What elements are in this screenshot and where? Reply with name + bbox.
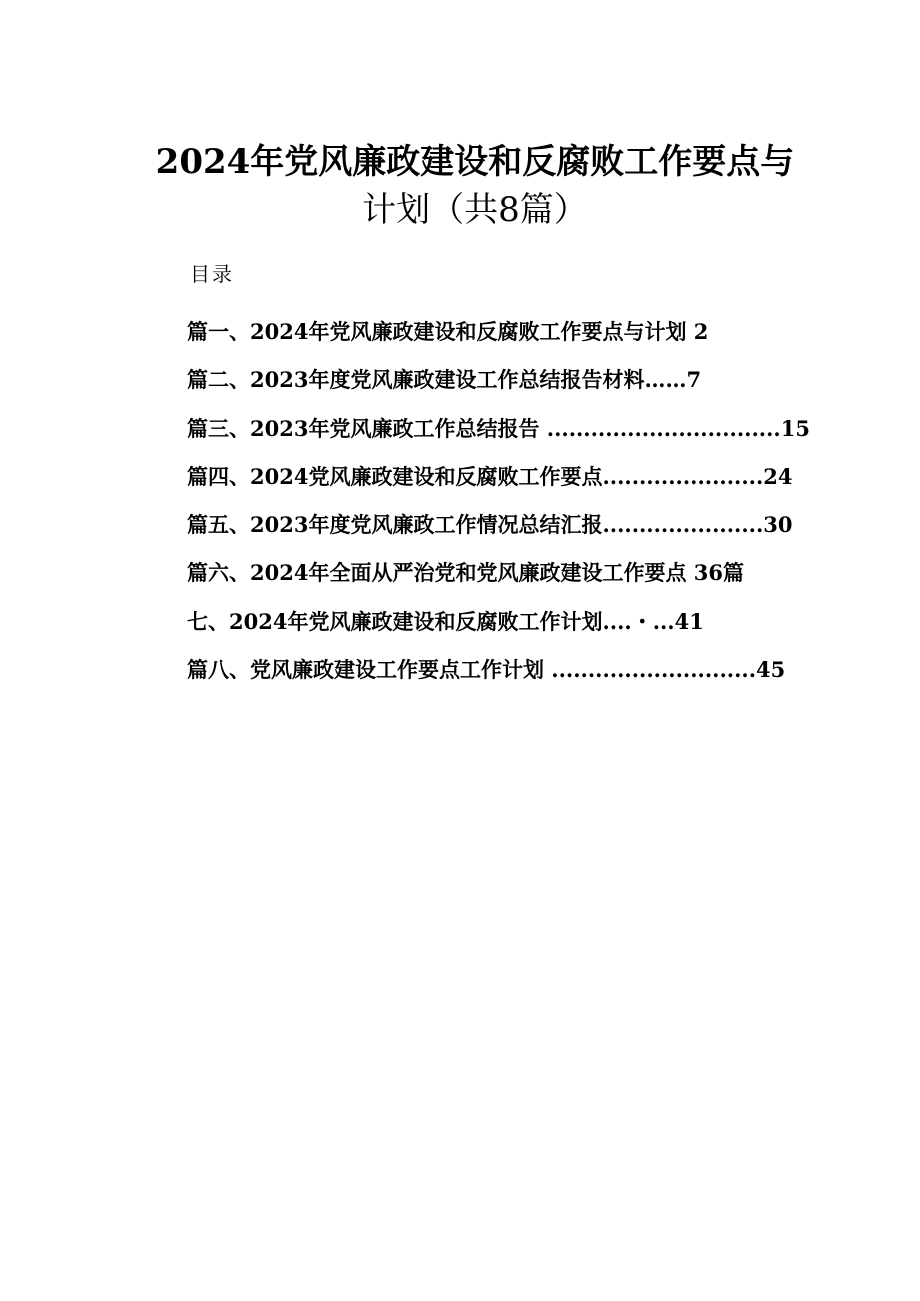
toc-entry-5[interactable]: 篇五、2023年度党风廉政工作情况总结汇报......................30 (187, 512, 793, 538)
toc-entry-3[interactable]: 篇三、2023年党风廉政工作总结报告 ................................15 (187, 415, 810, 441)
document-title-line-2: 计划（共8篇） (362, 190, 588, 230)
table-of-contents (187, 308, 810, 694)
toc-entry-2[interactable]: 篇二、2023年度党风廉政建设工作总结报告材料……7 (187, 367, 702, 393)
toc-entry-1[interactable]: 篇一、2024年党风廉政建设和反腐败工作要点与计划 2 (187, 319, 709, 344)
toc-heading: 目录 (190, 262, 234, 286)
toc-entry-4[interactable]: 篇四、2024党风廉政建设和反腐败工作要点......................24 (187, 463, 793, 489)
toc-entry-6[interactable]: 篇六、2024年全面从严治党和党风廉政建设工作要点 36篇 (187, 560, 744, 586)
document-title-line-1: 2024年党风廉政建设和反腐败工作要点与 (155, 142, 795, 182)
toc-entry-7[interactable]: 七、2024年党风廉政建设和反腐败工作计划....・...41 (187, 608, 704, 634)
toc-entry-8[interactable]: 篇八、党风廉政建设工作要点工作计划 ............................45 (187, 657, 786, 683)
